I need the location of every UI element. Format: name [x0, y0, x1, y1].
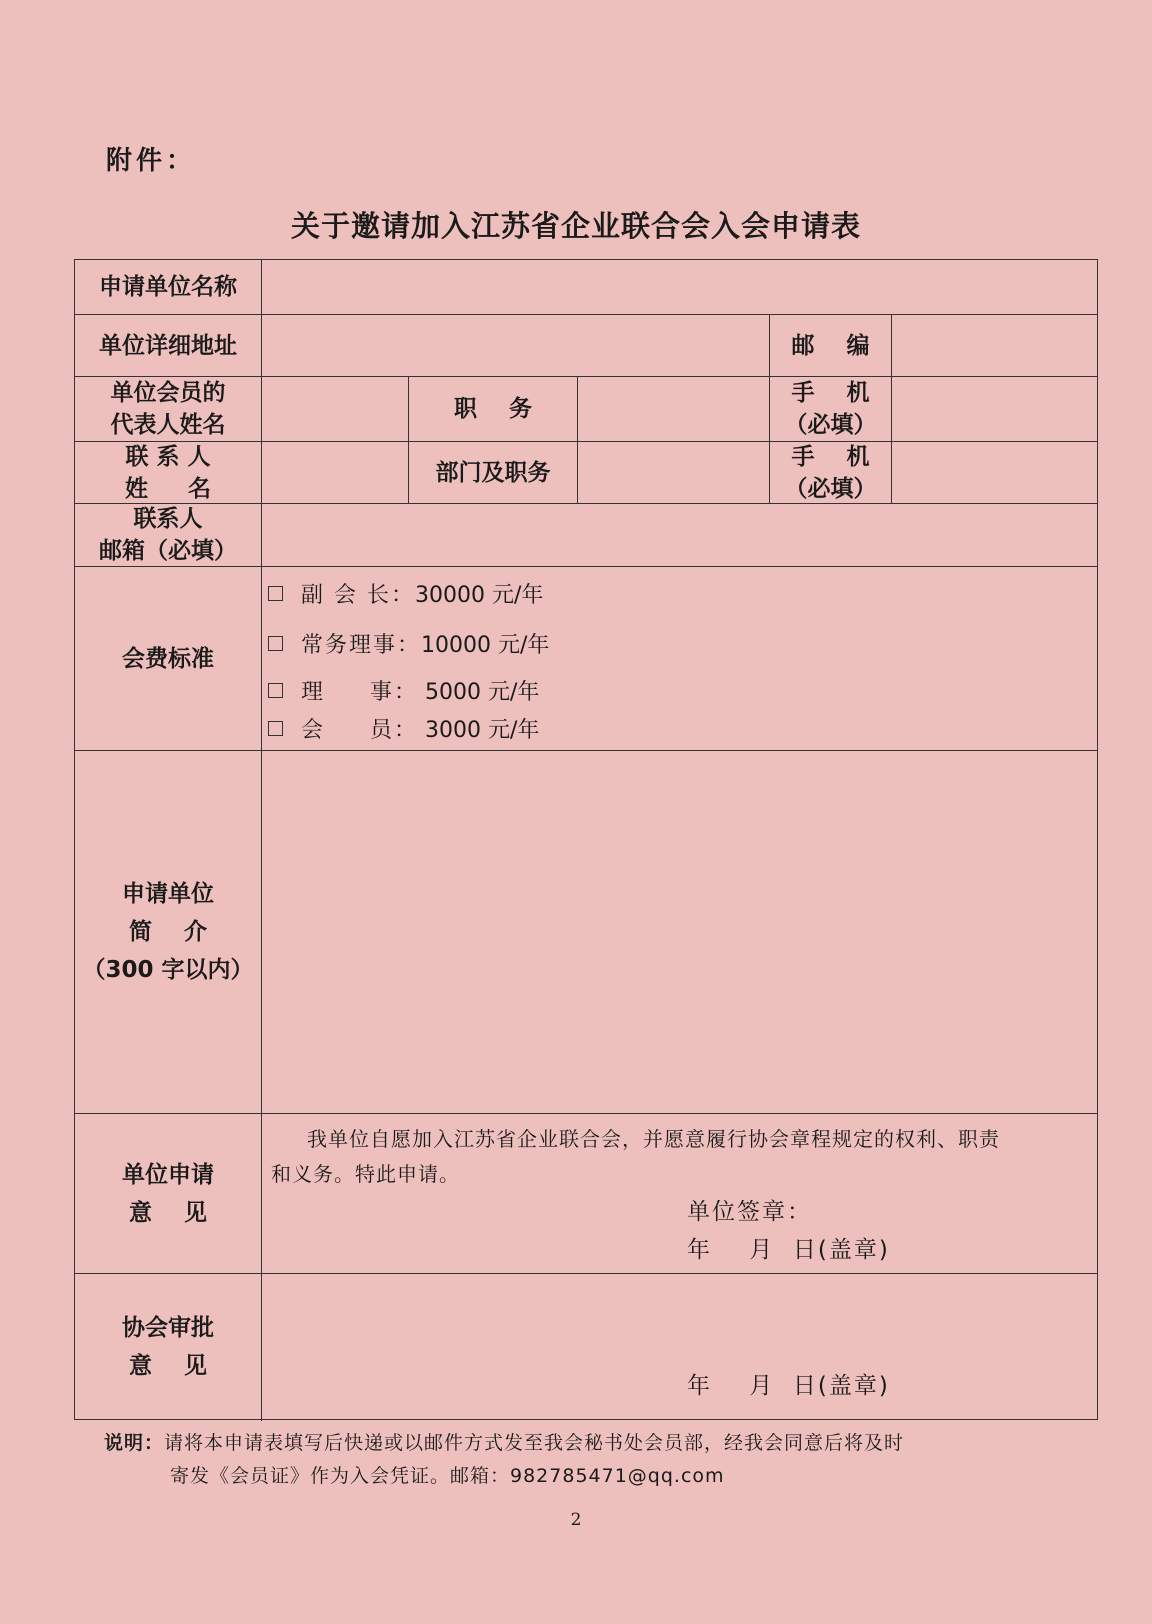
contact-name-label: 联 系 人 姓 名: [124, 443, 212, 502]
unit-opinion-label: 单位申请 意 见: [122, 1161, 214, 1226]
footer-note-line1: 说明：请将本申请表填写后快递或以邮件方式发至我会秘书处会员部，经我会同意后将及时: [104, 1432, 905, 1454]
unit-statement-line2: 和义务。特此申请。: [271, 1162, 460, 1186]
dept-position-field[interactable]: [579, 442, 769, 503]
note-label: 说明：: [104, 1432, 165, 1454]
dept-position-label: 部门及职务: [435, 459, 551, 486]
application-form: [74, 259, 1098, 1420]
fee-standard-label: 会费标准: [122, 645, 214, 672]
unit-statement-line1: 我单位自愿加入江苏省企业联合会，并愿意履行协会章程规定的权利、职责: [307, 1127, 1000, 1151]
address-label: 单位详细地址: [99, 332, 237, 359]
fee-option-director[interactable]: 理 事： 5000 元/年: [268, 675, 539, 706]
position-field[interactable]: [579, 377, 769, 441]
association-date-seal: 年 月 日(盖章): [687, 1373, 890, 1399]
page-number: 2: [570, 1510, 582, 1530]
fee-option-executive-director[interactable]: 常务理事： 10000 元/年: [268, 628, 549, 659]
fee-option-vice-president[interactable]: 副 会 长： 30000 元/年: [268, 578, 543, 609]
postcode-label: 邮 编: [791, 332, 870, 359]
column-divider: [891, 314, 892, 503]
checkbox[interactable]: [268, 586, 283, 601]
representative-mobile-label: 手 机 （必填）: [784, 380, 877, 438]
contact-mobile-field[interactable]: [893, 442, 1097, 503]
column-divider: [577, 376, 578, 503]
fee-option-member[interactable]: 会 员： 3000 元/年: [268, 713, 539, 744]
checkbox[interactable]: [268, 721, 283, 736]
form-title: 关于邀请加入江苏省企业联合会入会申请表: [290, 209, 861, 243]
annex-label: 附件：: [106, 146, 197, 176]
applicant-name-label: 申请单位名称: [99, 274, 237, 300]
checkbox[interactable]: [268, 636, 283, 651]
representative-name-field[interactable]: [263, 377, 408, 441]
checkbox[interactable]: [268, 683, 283, 698]
contact-mobile-label: 手 机 （必填）: [784, 443, 877, 502]
association-opinion-label: 协会审批 意 见: [122, 1315, 214, 1379]
representative-mobile-field[interactable]: [893, 377, 1097, 441]
intro-label: 申请单位 简 介 （300 字以内）: [82, 881, 254, 983]
footer-note-line2: 寄发《会员证》作为入会凭证。邮箱：982785471@qq.com: [170, 1465, 725, 1487]
column-divider: [261, 260, 262, 1421]
contact-email-field[interactable]: [263, 504, 1097, 566]
contact-name-field[interactable]: [263, 442, 408, 503]
unit-date-seal: 年 月 日(盖章): [687, 1237, 890, 1263]
position-label: 职 务: [453, 396, 533, 422]
postcode-field[interactable]: [893, 315, 1097, 376]
representative-name-label: 单位会员的 代表人姓名: [110, 380, 226, 438]
applicant-name-field[interactable]: [263, 260, 1097, 314]
address-field[interactable]: [263, 315, 769, 376]
unit-seal-label: 单位签章：: [687, 1199, 812, 1225]
contact-email-label: 联系人 邮箱（必填）: [99, 506, 237, 564]
intro-field[interactable]: [263, 751, 1097, 1113]
